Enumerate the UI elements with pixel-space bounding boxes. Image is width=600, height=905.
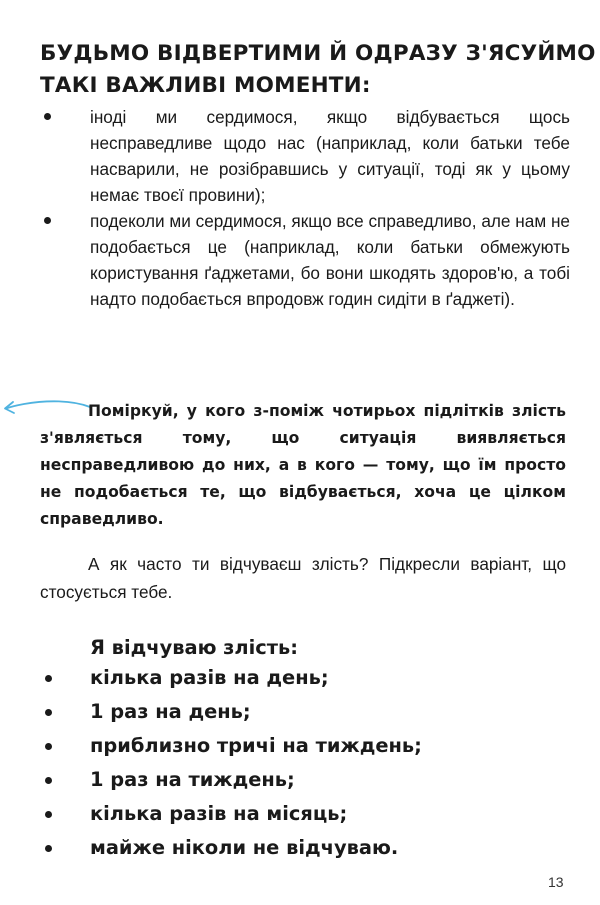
- statement-item: [40, 104, 570, 208]
- bullet-icon: [45, 845, 52, 852]
- page-number: 13: [548, 874, 564, 890]
- option-item[interactable]: [40, 732, 560, 766]
- bullet-icon: [45, 675, 52, 682]
- option-label: 1 раз на день;: [90, 700, 251, 723]
- option-item[interactable]: [40, 664, 560, 698]
- statement-list: [40, 104, 570, 312]
- reflection-prompt: Поміркуй, у кого з-поміж чотирьох підлітків злість з'являється тому, що ситуація виявляється несправедливою до них, а в кого — тому, що їм просто не подобається те, що відбувається, хоча це цілком справедливо.: [40, 402, 566, 528]
- heading-line-2: ТАКІ ВАЖЛИВІ МОМЕНТИ:: [40, 73, 371, 98]
- option-label: 1 раз на тиждень;: [90, 768, 295, 791]
- statement-text: іноді ми сердимося, якщо відбувається щось несправедливе щодо нас (наприклад, коли батьки тебе насварили, не розібравшись у ситуації, тоді як у цьому немає твоєї провини);: [90, 107, 570, 205]
- option-label: майже ніколи не відчуваю.: [90, 836, 399, 859]
- option-label: приблизно тричі на тиждень;: [90, 734, 422, 757]
- bullet-icon: [45, 743, 52, 750]
- bullet-icon: [45, 709, 52, 716]
- option-label: кілька разів на місяць;: [90, 802, 348, 825]
- page-heading: [40, 38, 596, 102]
- choices-title: Я відчуваю злість:: [90, 636, 299, 659]
- option-item[interactable]: [40, 800, 560, 834]
- statement-text: подеколи ми сердимося, якщо все справедливо, але нам не подобається це (наприклад, коли батьки обмежують користування ґаджетами, бо вони шкодять здоров'ю, а тобі надто подобається впродовж годин сидіти в ґаджеті).: [90, 211, 570, 309]
- bullet-icon: [45, 811, 52, 818]
- bullet-icon: [45, 777, 52, 784]
- frequency-question: А як часто ти відчуваєш злість? Підкресли варіант, що стосується тебе.: [40, 554, 566, 602]
- frequency-options: [40, 664, 560, 868]
- option-item[interactable]: [40, 766, 560, 800]
- bullet-icon: [44, 217, 51, 224]
- statement-item: [40, 208, 570, 312]
- option-item[interactable]: [40, 834, 560, 868]
- bullet-icon: [44, 113, 51, 120]
- heading-line-1: БУДЬМО ВІДВЕРТИМИ Й ОДРАЗУ З'ЯСУЙМО: [40, 41, 596, 66]
- option-label: кілька разів на день;: [90, 666, 329, 689]
- option-item[interactable]: [40, 698, 560, 732]
